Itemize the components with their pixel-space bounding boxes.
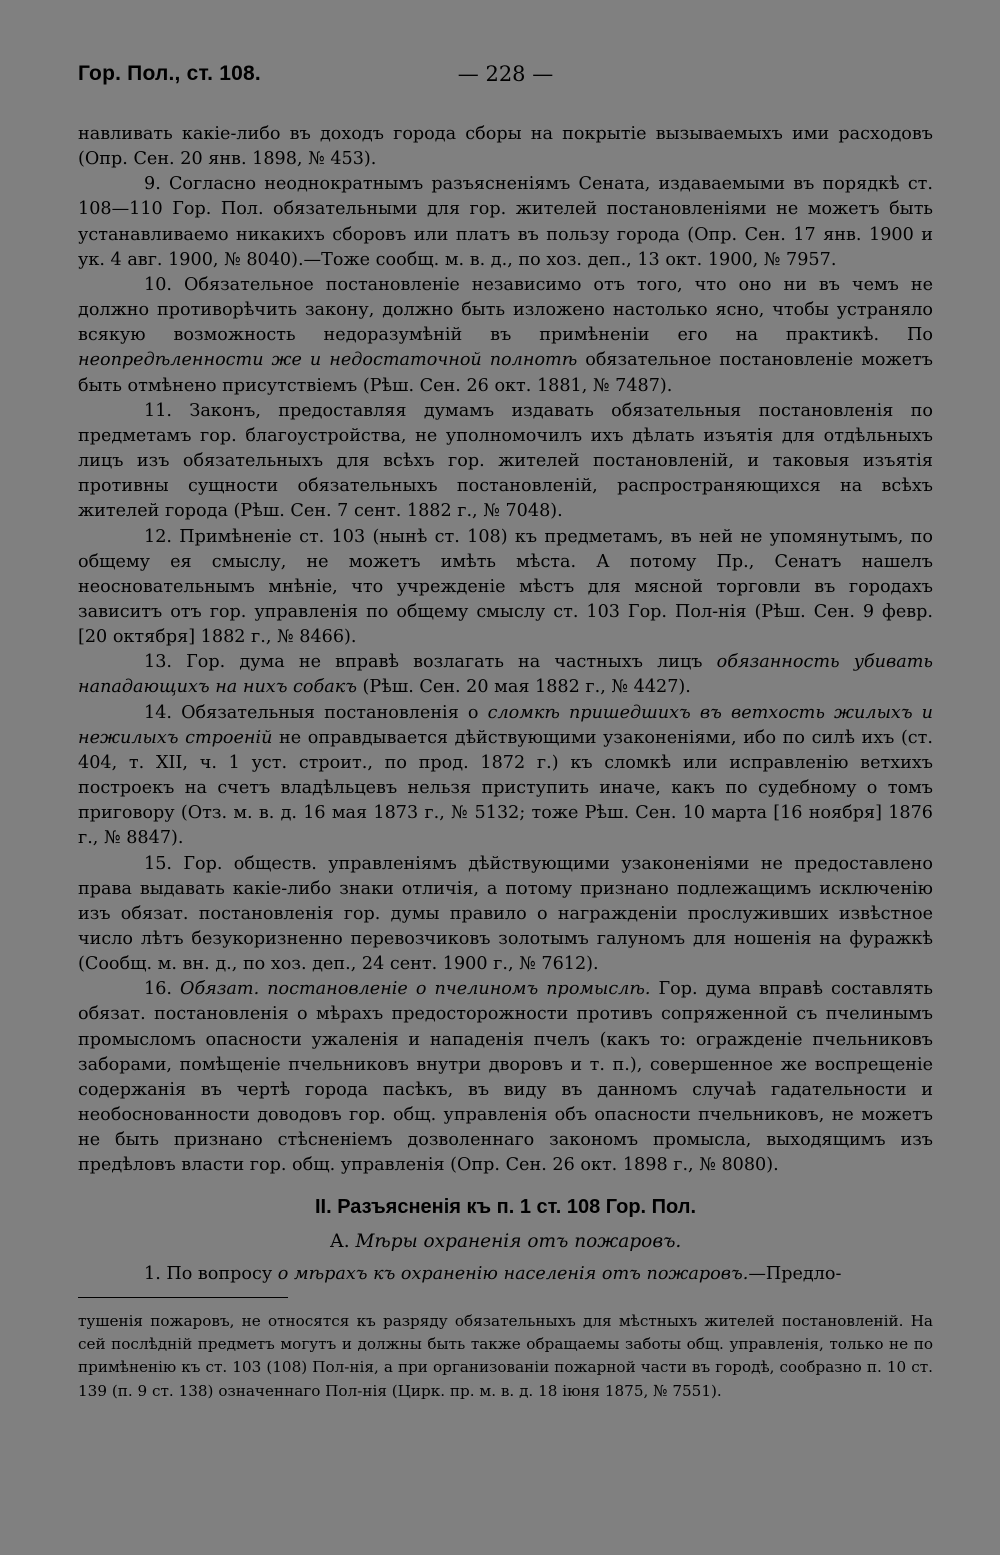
text-run: 12. Примѣненіе ст. 103 (нынѣ ст. 108) къ предметамъ, въ ней не упомянутымъ, по общему ея смыслу, не можетъ имѣть мѣста. А потому Пр., Сенатъ нашелъ неосновательнымъ мнѣніе, что учрежденіе мѣстъ для мясной торговли въ городахъ зависитъ отъ гор. управленія по общему смыслу ст. 103 Гор. Пол-нія (Рѣш. Сен. 9 февр. [20 октября] 1882 г., № 8466).: [78, 526, 933, 648]
text-run: 13. Гор. дума не вправѣ возлагать на частныхъ лицъ: [144, 652, 717, 673]
text-run: навливать какіе-либо въ доходъ города сборы на покрытіе вызываемыхъ ими расходовъ (Опр. Сен. 20 янв. 1898, № 453).: [78, 124, 933, 170]
subsection-title: [78, 1227, 933, 1257]
item-1-lead: 1. По вопросу: [144, 1263, 278, 1284]
paragraph: [78, 650, 933, 700]
italic-run: Обязат. постановленіе о пчелиномъ промыслѣ.: [180, 979, 651, 1000]
subsection-title-text: Мѣры охраненія отъ пожаровъ.: [355, 1230, 682, 1252]
text-run: 10. Обязательное постановленіе независимо отъ того, что оно ни въ чемъ не должно противорѣчить закону, должно быть изложено настолько ясно, чтобы устраняло всякую возможность недоразумѣній въ примѣненіи его на практикѣ. По: [78, 274, 933, 346]
footnote: тушенія пожаровъ, не относятся къ разряду обязательныхъ для мѣстныхъ жителей постановленій. На сей послѣдній предметъ могутъ и должны быть также обращаемы заботы общ. управленія, только не по примѣненію къ ст. 103 (108) Пол-нія, а при организованіи пожарной части въ городѣ, сообразно п. 10 ст. 139 (п. 9 ст. 138) означеннаго Пол-нія (Цирк. пр. м. в. д. 18 іюня 1875, № 7551).: [78, 1311, 933, 1400]
document-page: [78, 58, 933, 1403]
paragraph: [78, 852, 933, 978]
section-title: II. Разъясненія къ п. 1 ст. 108 Гор. Пол.: [314, 1195, 696, 1218]
italic-run: обязанность убивать нападающихъ на нихъ собакъ: [78, 652, 933, 698]
paragraph: [78, 701, 933, 852]
text-run: 15. Гор. обществ. управленіямъ дѣйствующими узаконеніями не предоставлено права выдавать какіе-либо знаки отличія, а потому признано подлежащимъ исключенію изъ обязат. постановленія гор. думы правило о награжденіи прослуживших извѣстное число лѣтъ безукоризненно перевозчиковъ золотымъ галуномъ для ношенія на фуражкѣ (Сообщ. м. вн. д., по хоз. деп., 24 сент. 1900 г., № 7612).: [78, 853, 933, 975]
text-run: обязательное постановленіе можетъ быть отмѣнено присутствіемъ (Рѣш. Сен. 26 окт. 1881, № 7487).: [78, 350, 933, 396]
item-1-start: [78, 1261, 933, 1287]
italic-run: неопредѣленности же и недостаточной полнотѣ: [78, 350, 578, 371]
item-1-tail: —Предло-: [748, 1263, 842, 1284]
running-head: Гор. Пол., ст. 108.: [78, 62, 261, 85]
text-run: Гор. дума вправѣ составлять обязат. постановленія о мѣрахъ предосторожности противъ сопряженной съ пчелинымъ промысломъ опасности ужаленія и нападенія пчелъ (какъ то: огражденіе пчельниковъ заборами, помѣщеніе пчельниковъ внутри дворовъ и т. п.), совершенное же воспрещеніе содержанія въ чертѣ города пасѣкъ, въ виду въ данномъ случаѣ гадательности и необоснованности доводовъ гор. общ. управленія объ опасности пчельниковъ, не можетъ не быть признано стѣсненіемъ дозволеннаго закономъ промысла, выходящимъ изъ предѣловъ власти гор. общ. управленія (Опр. Сен. 26 окт. 1898 г., № 8080).: [78, 979, 933, 1176]
text-run: не оправдывается дѣйствующими узаконеніями, ибо по силѣ ихъ (ст. 404, т. XII, ч. 1 уст. строит., по прод. 1872 г.) къ сломкѣ или исправленію ветхихъ построекъ на счетъ владѣльцевъ нельзя приступить иначе, какъ по судебному о томъ приговору (Отз. м. в. д. 16 мая 1873 г., № 5132; тоже Рѣш. Сен. 10 марта [16 ноября] 1876 г., № 8847).: [78, 727, 933, 849]
paragraph: [78, 273, 933, 399]
page-number: — 228 —: [457, 62, 554, 86]
text-run: 16.: [144, 979, 181, 1000]
item-1-italic: о мѣрахъ къ охраненію населенія отъ пожаровъ.: [277, 1263, 749, 1284]
main-text: [78, 122, 933, 1179]
paragraph: [78, 122, 933, 172]
text-run: 9. Согласно неоднократнымъ разъясненіямъ Сената, издаваемыми въ порядкѣ ст. 108—110 Гор. Пол. обязательными для гор. жителей постановленіями не можетъ быть устанавливаемо никакихъ сборовъ или платъ въ пользу города (Опр. Сен. 17 янв. 1900 и ук. 4 авг. 1900, № 8040).—Тоже сообщ. м. в. д., по хоз. деп., 13 окт. 1900, № 7957.: [78, 174, 933, 270]
footnote-rule: [78, 1297, 288, 1298]
page-header: [78, 58, 933, 96]
text-run: 14. Обязательныя постановленія о: [144, 702, 488, 723]
paragraph: [78, 525, 933, 651]
paragraph: [78, 172, 933, 273]
text-run: 11. Законъ, предоставляя думамъ издавать обязательныя постановленія по предметамъ гор. благоустройства, не уполномочилъ ихъ дѣлать изъятія для отдѣльныхъ лицъ изъ обязательныхъ для всѣхъ гор. жителей постановленій, и таковыя изъятія противны сущности обязательныхъ постановленій, распространяющихся на всѣхъ жителей города (Рѣш. Сен. 7 сент. 1882 г., № 7048).: [78, 400, 933, 522]
italic-run: сломкѣ пришедшихъ въ ветхость жилыхъ и нежилыхъ строеній: [78, 702, 933, 748]
text-run: (Рѣш. Сен. 20 мая 1882 г., № 4427).: [356, 677, 691, 698]
paragraph: [78, 977, 933, 1178]
subsection-prefix: А.: [329, 1230, 356, 1252]
paragraph: [78, 399, 933, 525]
